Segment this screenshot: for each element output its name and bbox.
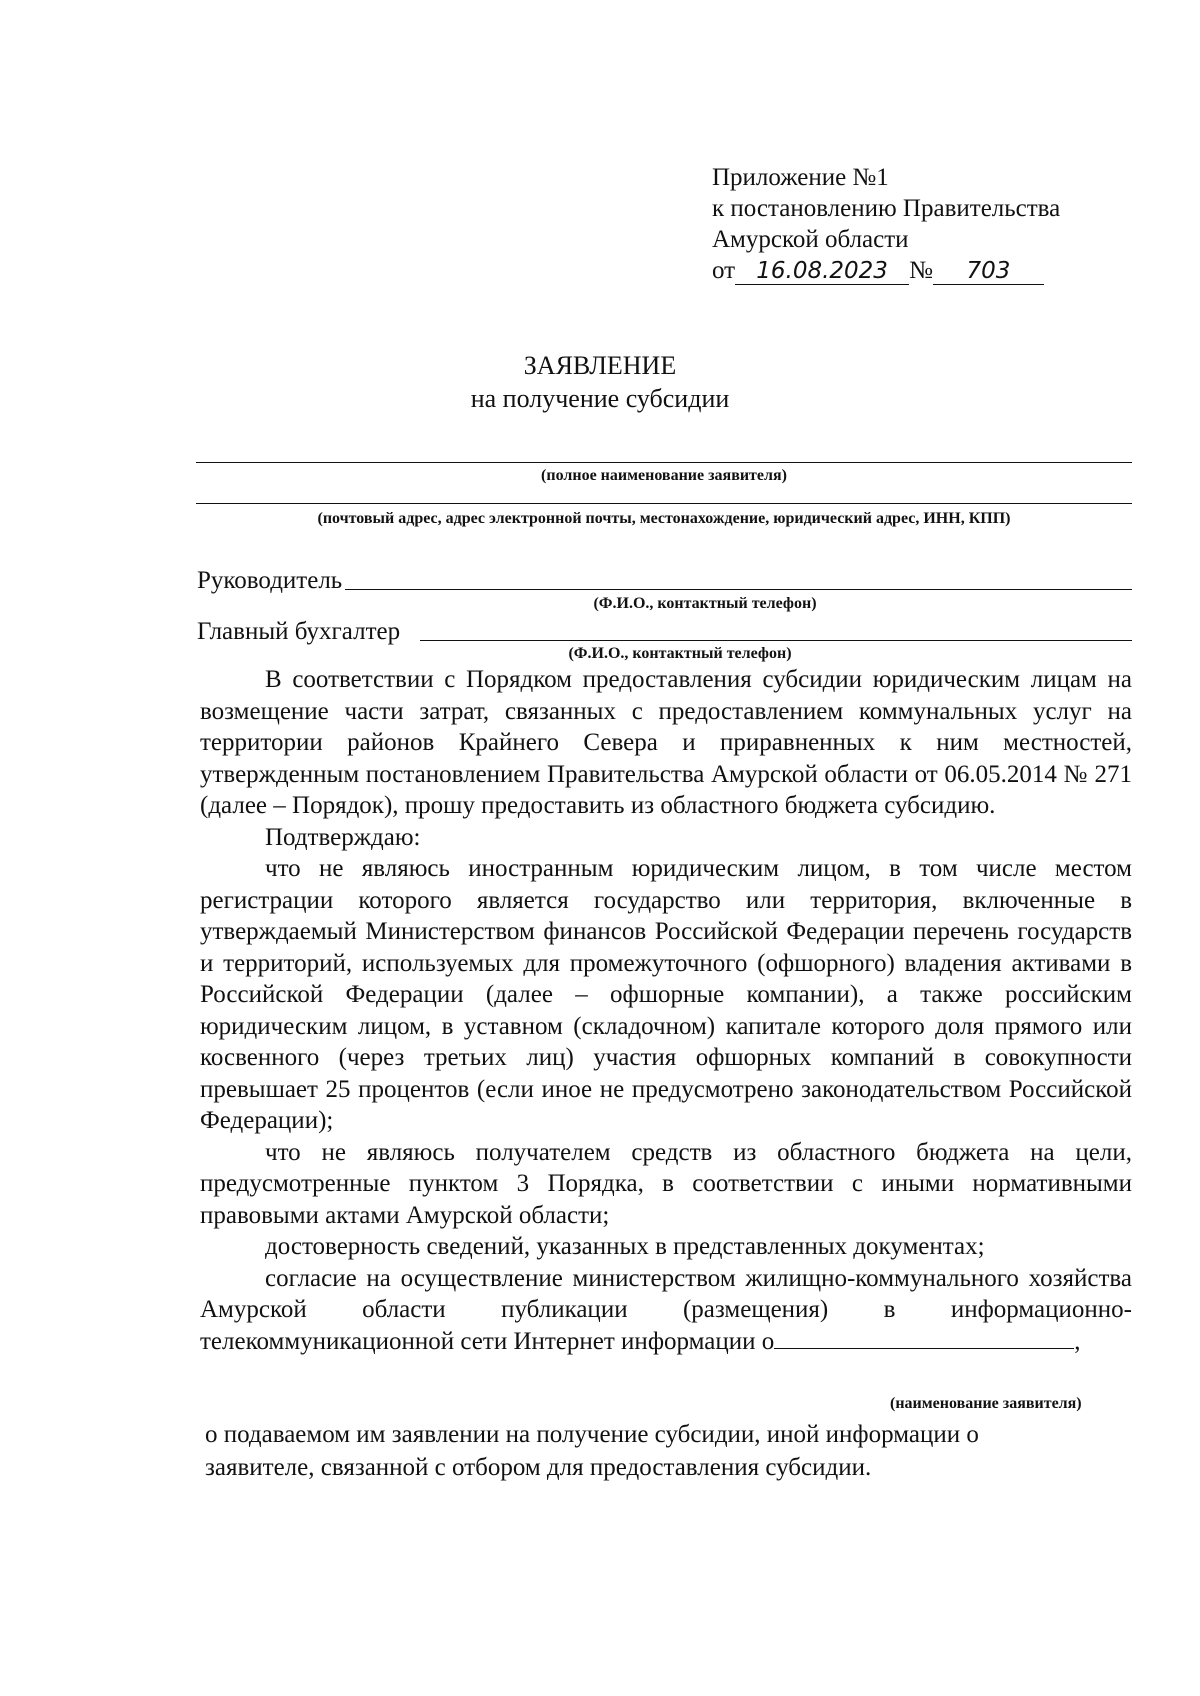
handwritten-number: 703: [933, 258, 1044, 285]
applicant-name-blank[interactable]: [774, 1326, 1074, 1349]
paragraph-accuracy: достоверность сведений, указанных в представленных документах;: [265, 1233, 985, 1260]
closing-block: [205, 1418, 1105, 1484]
closing-line-2: заявителе, связанной с отбором для предоставления субсидии.: [205, 1454, 872, 1481]
head-label: Руководитель: [197, 567, 343, 594]
consent-text: согласие на осуществление министерством жилищно-коммунального хозяйства Амурской области публикации (размещения) в информационно-телекоммуникационной сети Интернет информации о: [200, 1264, 1132, 1355]
appendix-block: [712, 162, 1060, 286]
appendix-line-2: к постановлению Правительства: [712, 195, 1061, 222]
paragraph-not-recipient: что не являюсь получателем средств из областного бюджета на цели, предусмотренные пунктом 3 Порядка, в соответствии с иными нормативными правовыми актами Амурской области;: [200, 1138, 1132, 1229]
number-label: №: [909, 257, 933, 284]
from-label: от: [712, 257, 736, 284]
applicant-name-short-caption: (наименование заявителя): [890, 1395, 1082, 1412]
applicant-name-line[interactable]: [196, 462, 1132, 463]
applicant-address-caption: (почтовый адрес, адрес электронной почты, местонахождение, юридический адрес, ИНН, КПП): [317, 510, 1011, 527]
applicant-name-caption: (полное наименование заявителя): [541, 467, 787, 484]
document-title: ЗАЯВЛЕНИЕ: [523, 351, 677, 380]
paragraph-confirm: Подтверждаю:: [265, 823, 421, 851]
paragraph-offshore: что не являюсь иностранным юридическим лицом, в том числе местом регистрации которого является государство или территория, включенные в утверждаемый Министерством финансов Российской Федерации перечень государств и территорий, используемых для промежуточного (офшорного) владения активами в Российской Федерации (далее – офшорные компании), а также российским юридическим лицом, в уставном (складочном) капитале которого доля прямого или косвенного (через третьих лиц) участия офшорных компаний в совокупности превышает 25 процентов (если иное не предусмотрено законодательством Российской Федерации);: [200, 855, 1132, 1134]
appendix-date-line: [712, 255, 1060, 286]
accountant-label: Главный бухгалтер: [197, 618, 401, 645]
closing-line-1: о подаваемом им заявлении на получение субсидии, иной информации о: [205, 1421, 979, 1448]
appendix-line-3: Амурской области: [712, 226, 909, 253]
document-subtitle: на получение субсидии: [470, 384, 730, 413]
appendix-line-1: Приложение №1: [712, 164, 889, 191]
statement-body: [200, 664, 1132, 1357]
consent-comma: ,: [1074, 1327, 1081, 1355]
paragraph-consent: [200, 1263, 1132, 1358]
handwritten-date: 16.08.2023: [735, 258, 909, 285]
head-line[interactable]: [345, 589, 1132, 590]
accountant-caption: (Ф.И.О., контактный телефон): [568, 645, 792, 662]
paragraph-request: В соответствии с Порядком предоставления субсидии юридическим лицам на возмещение части затрат, связанных с предоставлением коммунальных услуг на территории районов Крайнего Севера и приравненных к ним местностей, утвержденным постановлением Правительства Амурской области от 06.05.2014 № 271 (далее – Порядок), прошу предоставить из областного бюджета субсидию.: [200, 666, 1132, 819]
accountant-line[interactable]: [420, 640, 1132, 641]
head-caption: (Ф.И.О., контактный телефон): [593, 595, 817, 612]
applicant-address-line[interactable]: [196, 503, 1132, 504]
